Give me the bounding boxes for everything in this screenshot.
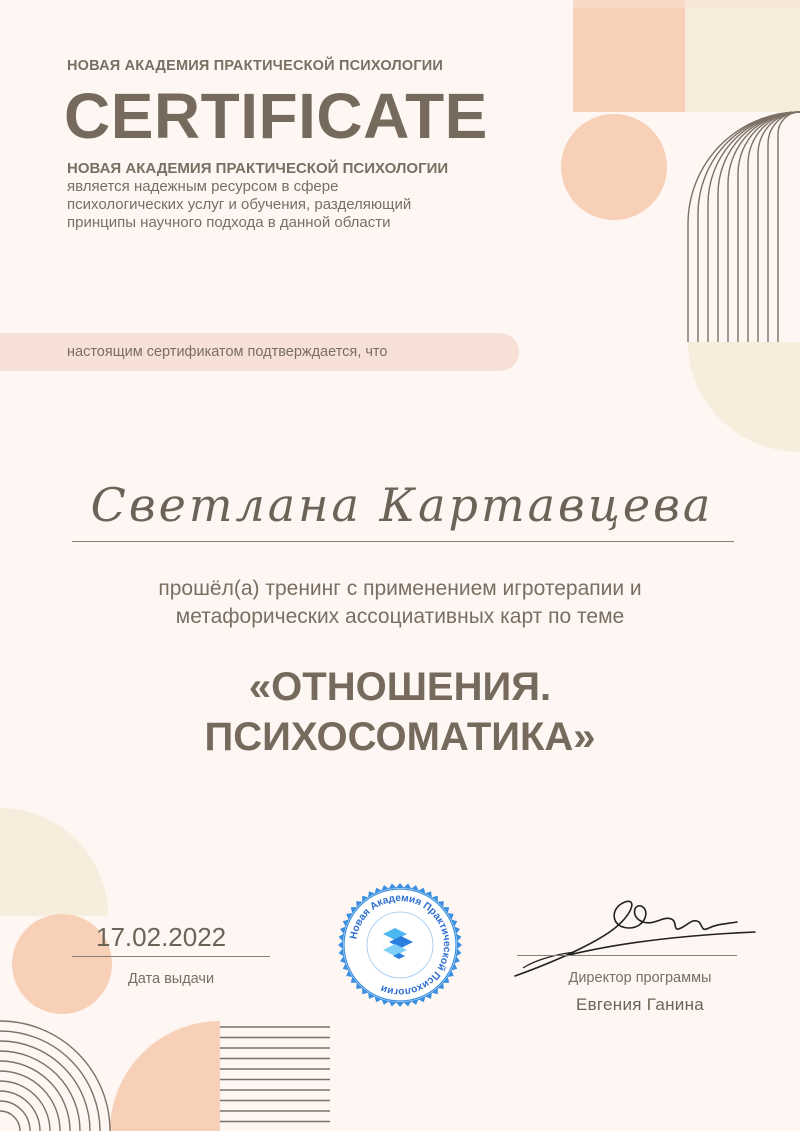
deco-arc-line-bottom <box>0 1111 20 1131</box>
deco-peach-quarter-bottom <box>110 1021 220 1131</box>
description-line-2: является надежным ресурсом в сфере <box>67 178 339 195</box>
deco-arcs-top <box>688 112 800 342</box>
training-line-2: метафорических ассоциативных карт по теме <box>175 605 625 628</box>
deco-arc-line <box>698 112 800 342</box>
seal-text: Новая Академия Практической Психологии <box>348 892 453 998</box>
deco-arc-line-bottom <box>0 1021 110 1131</box>
description-line-3: психологических услуг и обучения, разделяющий <box>67 196 412 213</box>
issue-date: 17.02.2022 <box>96 922 227 952</box>
deco-arc-line <box>768 112 800 342</box>
recipient-underline <box>72 541 734 542</box>
recipient-name: Светлана Картавцева <box>90 478 714 532</box>
certificate-title: CERTIFICATE <box>64 80 488 152</box>
deco-lines-bottom <box>220 1027 330 1122</box>
deco-arc-line <box>758 112 800 342</box>
deco-arc-line-bottom <box>0 1051 80 1131</box>
director-name: Евгения Ганина <box>575 995 705 1014</box>
director-label: Директор программы <box>568 970 712 986</box>
deco-arcs-bottom <box>0 1021 110 1131</box>
deco-arc-line-bottom <box>0 1041 90 1131</box>
deco-cream-half-circle <box>0 808 108 916</box>
deco-arc-line-bottom <box>0 1101 30 1131</box>
deco-peach-circle <box>561 114 667 220</box>
deco-arc-line-bottom <box>0 1091 40 1131</box>
issue-date-underline <box>72 956 270 957</box>
deco-arc-line <box>778 112 800 342</box>
deco-arc-line-bottom <box>0 1071 60 1131</box>
description-line-1: НОВАЯ АКАДЕМИЯ ПРАКТИЧЕСКОЙ ПСИХОЛОГИИ <box>67 160 449 177</box>
director-underline <box>517 955 737 956</box>
description-line-4: принципы научного подхода в данной области <box>67 214 391 231</box>
issue-date-label: Дата выдачи <box>127 971 215 987</box>
topic-line-2: ПСИХОСОМАТИКА» <box>204 715 596 759</box>
deco-arc-line <box>708 112 800 342</box>
topic-line-1: «ОТНОШЕНИЯ. <box>248 665 552 709</box>
org-name: НОВАЯ АКАДЕМИЯ ПРАКТИЧЕСКОЙ ПСИХОЛОГИИ <box>67 58 444 74</box>
deco-right-half-circle <box>688 342 800 452</box>
confirmation-text: настоящим сертификатом подтверждается, что <box>67 344 388 360</box>
deco-arc-line <box>748 112 800 342</box>
deco-arc-line <box>728 112 800 342</box>
training-topic <box>60 662 740 762</box>
training-line-1: прошёл(а) тренинг с применением игротерапии и <box>158 577 642 600</box>
academy-seal <box>337 882 463 1008</box>
org-description <box>67 160 487 232</box>
deco-arc-line-bottom <box>0 1031 100 1131</box>
director-signature <box>505 888 760 980</box>
deco-upper-pink <box>573 0 800 8</box>
training-text <box>60 575 740 631</box>
